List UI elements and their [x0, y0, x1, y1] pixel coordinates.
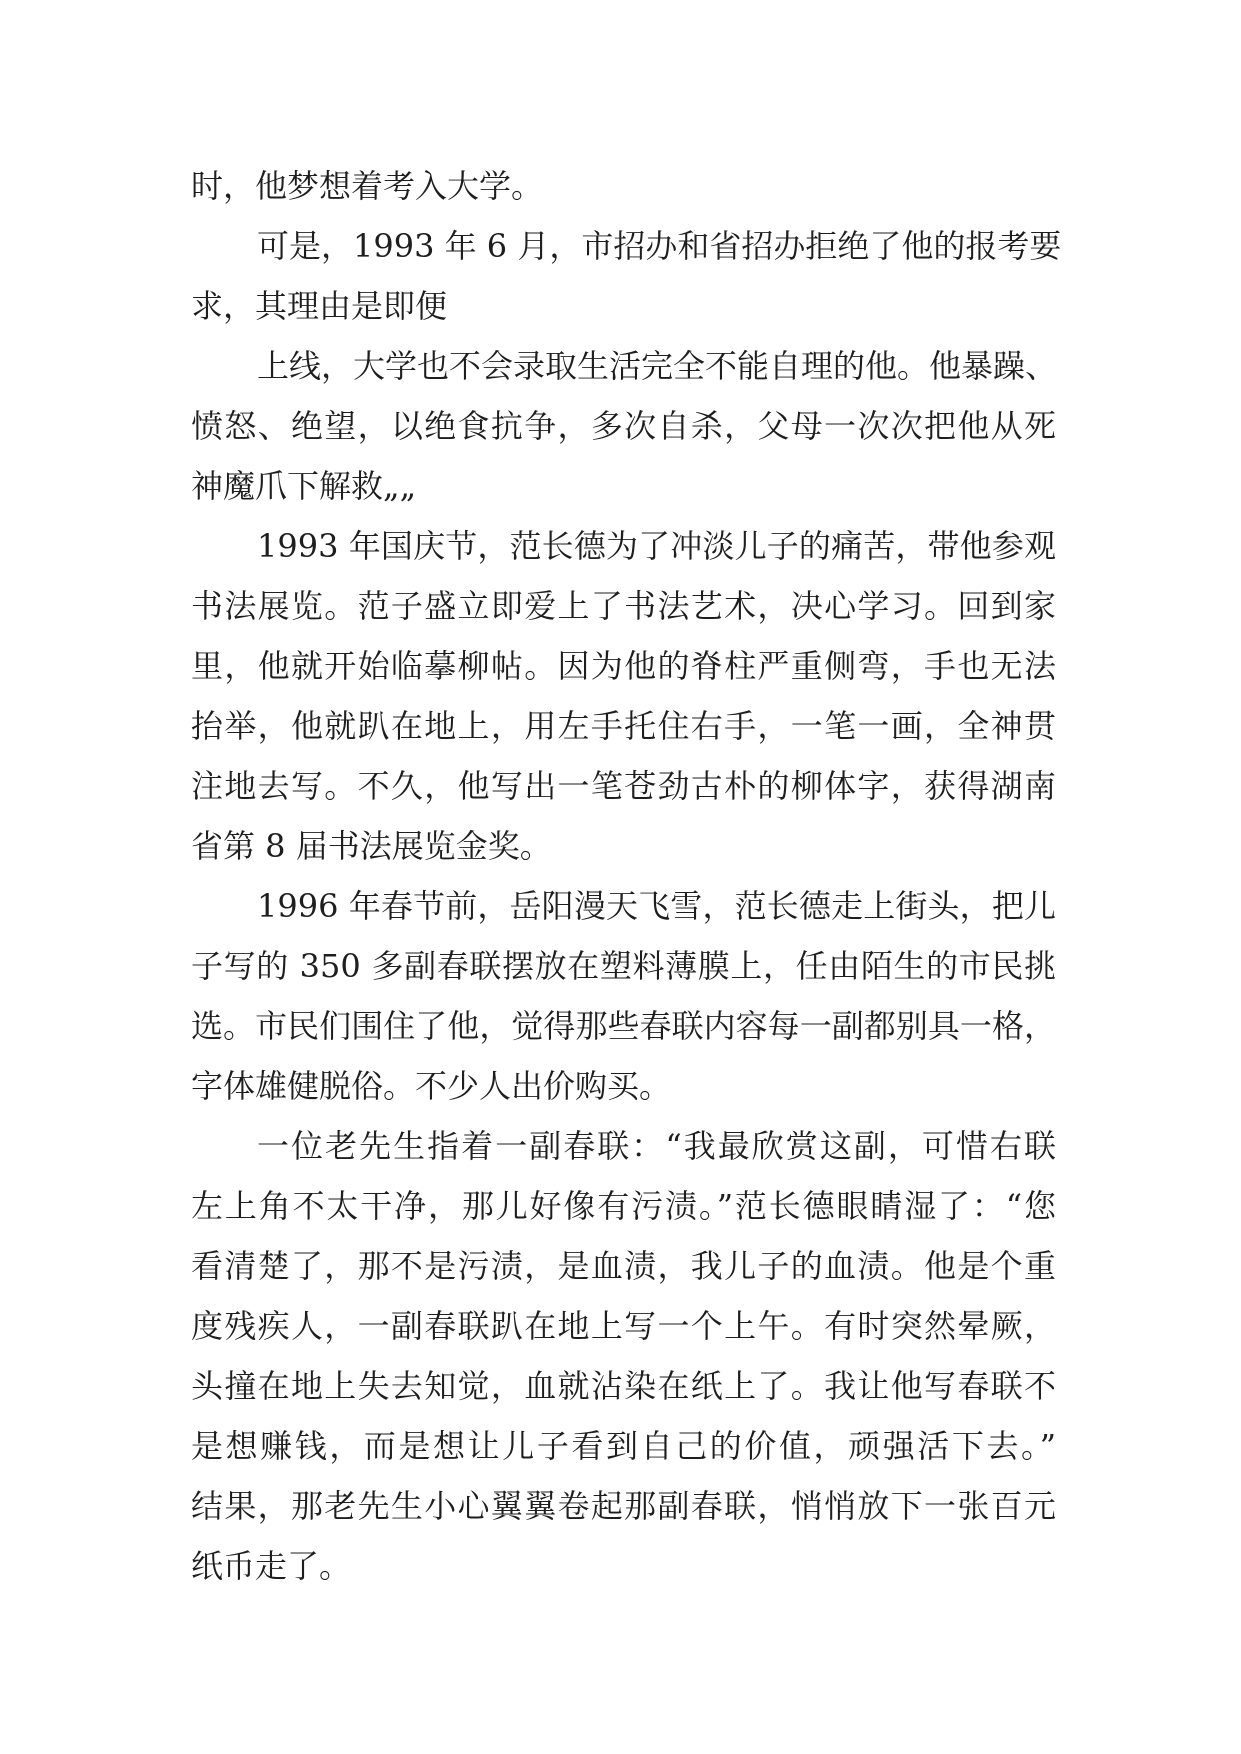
text-line: 抬举，他就趴在地上，用左手托住右手，一笔一画，全神贯 — [191, 707, 1056, 745]
text-line: 求，其理由是即便 — [191, 287, 448, 325]
paragraph — [191, 336, 1056, 516]
paragraph — [191, 216, 1062, 336]
text-line: 结果，那老先生小心翼翼卷起那副春联，悄悄放下一张百元 — [191, 1487, 1056, 1525]
text-line: 1993 年国庆节，范长德为了冲淡儿子的痛苦，带他参观 — [257, 527, 1056, 565]
text-line: 看清楚了，那不是污渍，是血渍，我儿子的血渍。他是个重 — [191, 1247, 1056, 1285]
text-line: 选。市民们围住了他，觉得那些春联内容每一副都别具一格， — [191, 1007, 1056, 1045]
paragraph — [191, 876, 1056, 1116]
text-line: 愤怒、绝望，以绝食抗争，多次自杀，父母一次次把他从死 — [191, 407, 1056, 445]
text-line: 是想赚钱，而是想让儿子看到自己的价值，顽强活下去。” — [191, 1427, 1056, 1465]
text-line: 里，他就开始临摹柳帖。因为他的脊柱严重侧弯，手也无法 — [191, 647, 1056, 685]
text-line: 子写的 350 多副春联摆放在塑料薄膜上，任由陌生的市民挑 — [191, 947, 1056, 985]
paragraph — [191, 516, 1056, 876]
paragraph — [191, 1116, 1056, 1596]
text-line: 可是，1993 年 6 月，市招办和省招办拒绝了他的报考要 — [257, 227, 1062, 265]
text-line: 1996 年春节前，岳阳漫天飞雪，范长德走上街头，把儿 — [257, 887, 1056, 925]
text-line: 神魔爪下解救„„ — [191, 467, 417, 505]
text-line: 时，他梦想着考入大学。 — [191, 167, 544, 205]
text-line: 一位老先生指着一副春联：“我最欣赏这副，可惜右联 — [257, 1127, 1056, 1165]
body-text — [191, 156, 1062, 1596]
text-line: 左上角不太干净，那儿好像有污渍。”范长德眼睛湿了：“您 — [191, 1187, 1056, 1225]
text-line: 度残疾人，一副春联趴在地上写一个上午。有时突然晕厥， — [191, 1307, 1056, 1345]
text-line: 上线，大学也不会录取生活完全不能自理的他。他暴躁、 — [257, 347, 1058, 385]
text-line: 纸币走了。 — [191, 1547, 352, 1585]
text-line: 字体雄健脱俗。不少人出价购买。 — [191, 1067, 672, 1105]
paragraph — [191, 156, 1056, 216]
text-line: 书法展览。范子盛立即爱上了书法艺术，决心学习。回到家 — [191, 587, 1056, 625]
text-line: 头撞在地上失去知觉，血就沾染在纸上了。我让他写春联不 — [191, 1367, 1056, 1405]
text-line: 注地去写。不久，他写出一笔苍劲古朴的柳体字，获得湖南 — [191, 767, 1056, 805]
text-line: 省第 8 届书法展览金奖。 — [191, 827, 552, 865]
